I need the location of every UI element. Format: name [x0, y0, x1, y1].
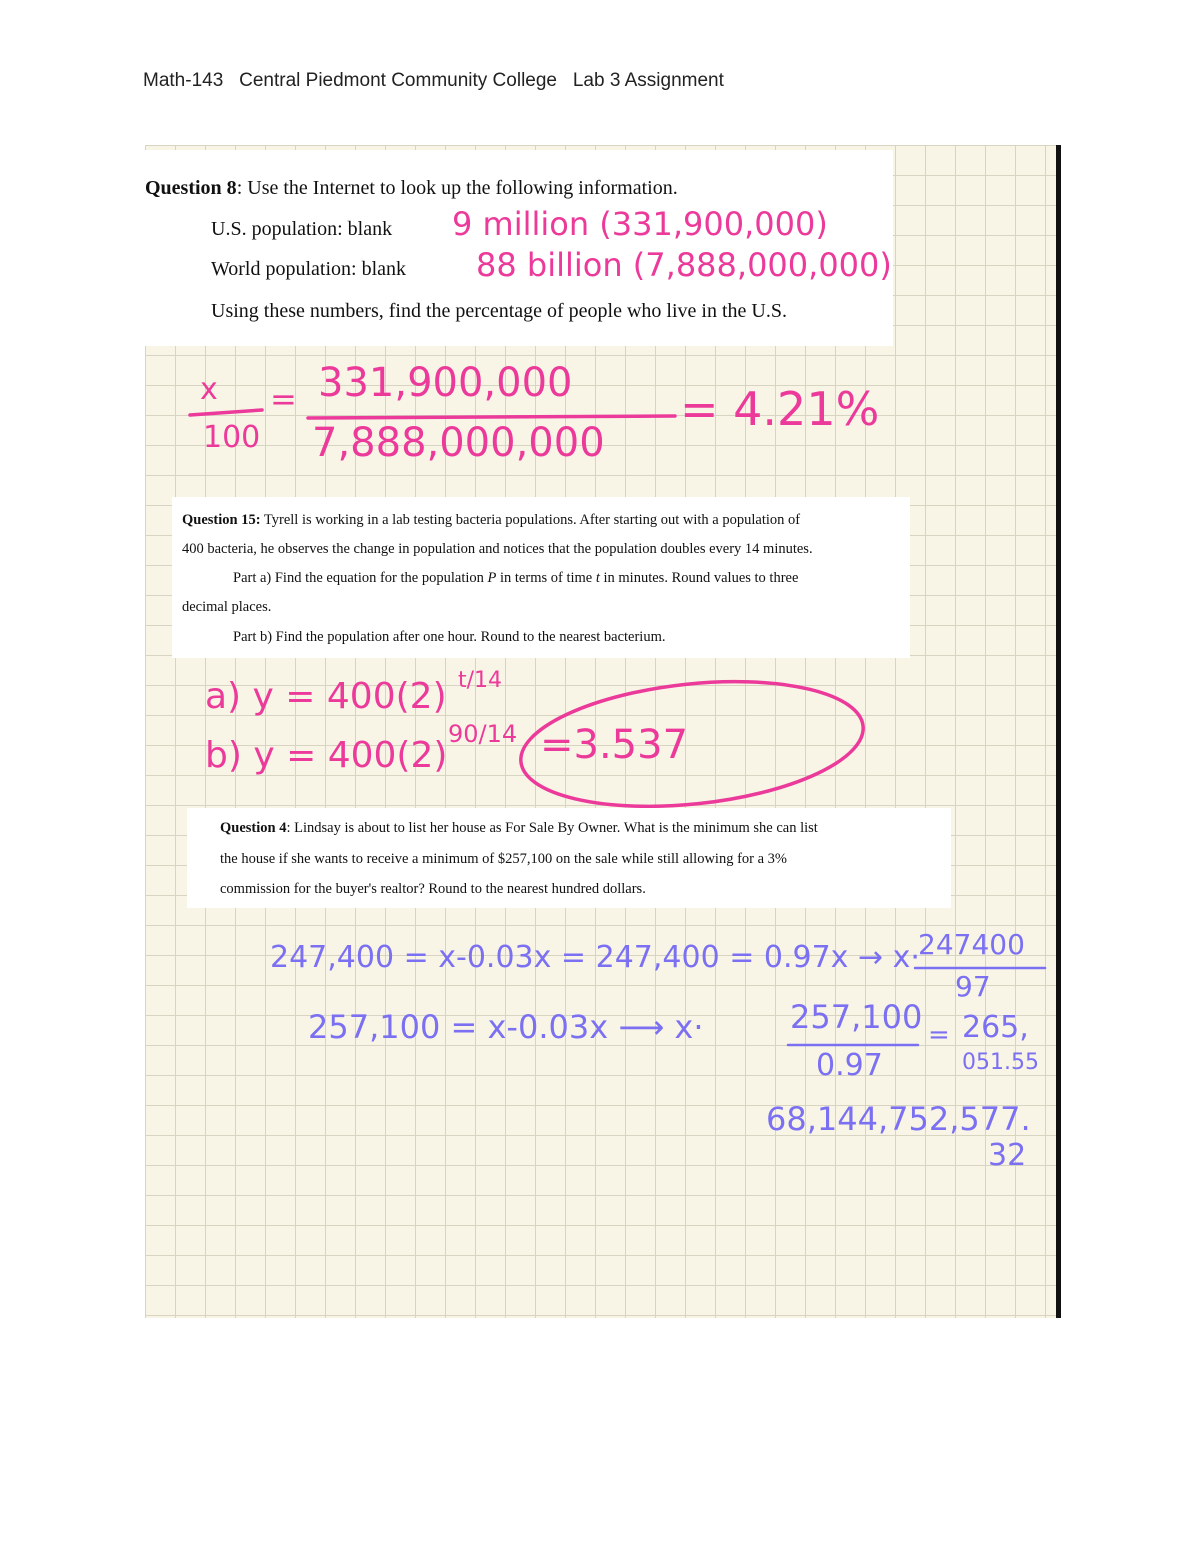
us-population-answer: 9 million (331,900,000)	[452, 205, 828, 243]
q4-work-line-1: 247,400 = x-0.03x = 247,400 = 0.97x → x·	[270, 940, 920, 975]
fraction-bar-x	[190, 410, 262, 415]
q4-result-part-1: 265,	[962, 1010, 1029, 1045]
q4-fraction-1-denominator: 97	[955, 970, 991, 1003]
course-code: Math-143	[143, 70, 224, 91]
part-b-answer: b) y = 400(2)	[205, 735, 448, 776]
question-8-instruction: Using these numbers, find the percentage of people who live in the U.S.	[211, 300, 787, 322]
college-name: Central Piedmont Community College	[239, 70, 557, 91]
question-8-prompt: Question 8: Use the Internet to look up the following information.	[145, 177, 678, 199]
q4-extra-calc-1: 68,144,752,577.	[766, 1100, 1031, 1138]
part-b-exponent: 90/14	[448, 720, 518, 748]
question-4-card	[187, 808, 951, 908]
numerator: 331,900,000	[318, 360, 573, 406]
q4-fraction-1-numerator: 247400	[918, 928, 1025, 961]
fraction-100: 100	[203, 420, 261, 455]
fraction-bar-main	[308, 416, 675, 418]
question-15-part-a: Part a) Find the equation for the population P in terms of time t in minutes. Round values to three	[233, 570, 799, 586]
q4-work-line-2: 257,100 = x-0.03x ⟶ x·	[308, 1008, 704, 1046]
percentage-result: = 4.21%	[680, 382, 880, 436]
question-4-line-1: Question 4: Lindsay is about to list her house as For Sale By Owner. What is the minimum she can list	[220, 820, 818, 836]
q4-fraction-2-numerator: 257,100	[790, 998, 923, 1036]
part-a-answer: a) y = 400(2)	[205, 676, 447, 717]
q4-result-part-2: 051.55	[962, 1050, 1039, 1075]
part-b-result: =3.537	[540, 722, 689, 768]
world-population-answer: 88 billion (7,888,000,000)	[476, 246, 892, 284]
q4-equals: =	[928, 1020, 950, 1050]
question-4-line-3: commission for the buyer's realtor? Round to the nearest hundred dollars.	[220, 881, 646, 897]
question-15-part-b: Part b) Find the population after one hour. Round to the nearest bacterium.	[233, 629, 666, 645]
question-15-card	[172, 497, 910, 658]
assignment-title: Lab 3 Assignment	[572, 70, 724, 91]
part-a-exponent: t/14	[458, 668, 503, 693]
proportion-equals: =	[270, 380, 297, 418]
world-population-label: World population: blank	[211, 258, 407, 280]
denominator: 7,888,000,000	[312, 420, 605, 466]
us-population-label: U.S. population: blank	[211, 218, 393, 240]
question-4-line-2: the house if she wants to receive a minimum of $257,100 on the sale while still allowing for a 3%	[220, 851, 787, 867]
q4-extra-calc-2: 32	[988, 1138, 1027, 1173]
fraction-x: x	[200, 372, 218, 407]
question-15-line-2: 400 bacteria, he observes the change in population and notices that the population doubles every 14 minutes.	[182, 541, 813, 557]
question-15-line-1: Question 15: Tyrell is working in a lab testing bacteria populations. After starting out with a population of	[182, 512, 801, 528]
q4-fraction-2-denominator: 0.97	[816, 1048, 883, 1083]
question-15-part-a-cont: decimal places.	[182, 599, 272, 615]
